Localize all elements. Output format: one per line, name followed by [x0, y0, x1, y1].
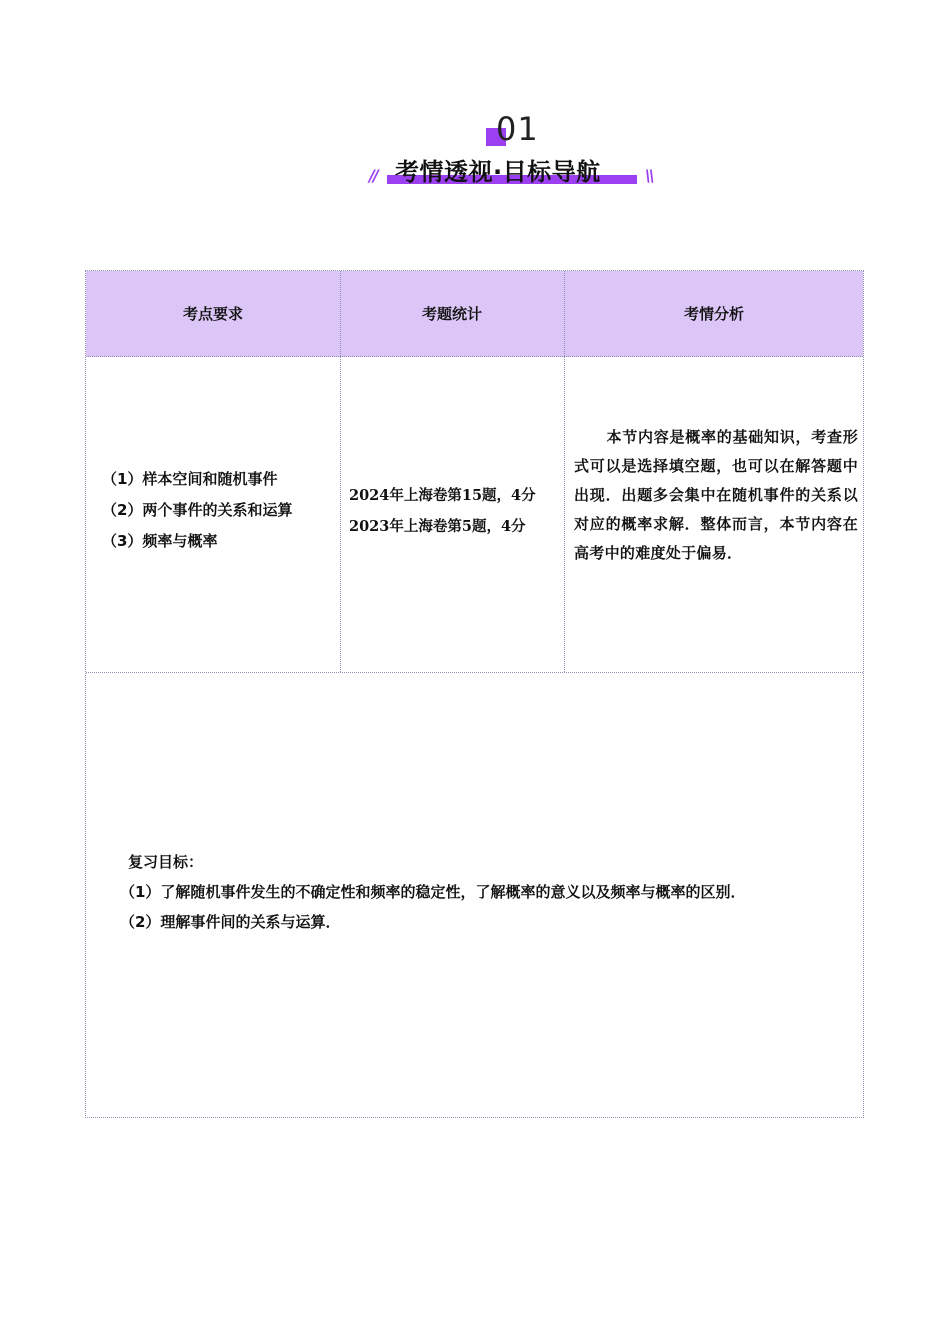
goal-item: （2）理解事件间的关系与运算．: [120, 913, 341, 931]
requirement-item: （3）频率与概率: [102, 532, 218, 550]
section-title: 考情透视·目标导航: [395, 158, 601, 186]
statistic-item: 2023年上海卷第5题，4分: [349, 518, 526, 535]
column-divider-1: [340, 271, 341, 672]
statistic-item: 2024年上海卷第15题，4分: [349, 487, 536, 504]
review-goals: [120, 847, 746, 937]
analysis-text: [574, 423, 858, 568]
section-number: 01: [496, 110, 539, 148]
requirements-list: [102, 464, 292, 557]
left-slash-decoration: //: [369, 166, 377, 185]
requirement-item: （1）样本空间和随机事件: [102, 470, 278, 488]
statistics-list: [349, 480, 536, 542]
column-divider-2: [564, 271, 565, 672]
exam-analysis-table: [85, 270, 864, 1118]
header-analysis: 考情分析: [683, 305, 744, 323]
goals-title: 复习目标：: [128, 853, 204, 871]
requirement-item: （2）两个事件的关系和运算: [102, 501, 293, 519]
row-divider: [86, 672, 863, 673]
analysis-paragraph: 本节内容是概率的基础知识，考查形式可以是选择填空题，也可以在解答题中出现．出题多会集中在随机事件的关系以对应的概率求解．整体而言，本节内容在高考中的难度处于偏易．: [574, 428, 858, 562]
header-requirements: 考点要求: [182, 305, 243, 323]
goal-item: （1）了解随机事件发生的不确定性和频率的稳定性，了解概率的意义以及频率与概率的区别．: [120, 883, 746, 901]
right-slash-decoration: \\: [645, 166, 653, 185]
header-statistics: 考题统计: [421, 305, 482, 323]
